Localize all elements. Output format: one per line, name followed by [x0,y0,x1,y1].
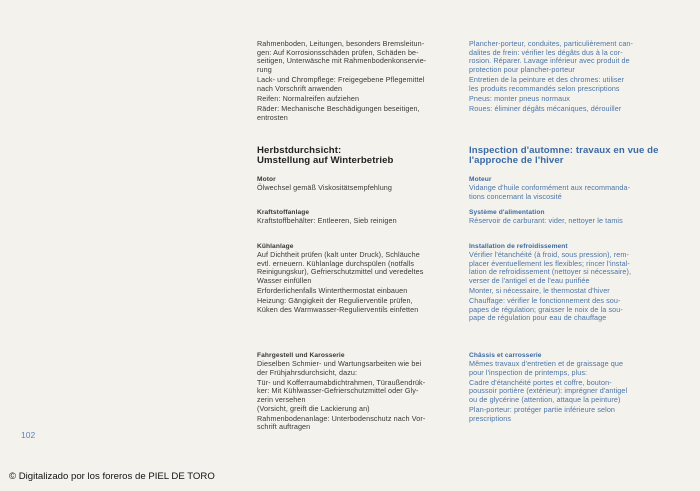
text-line: Roues: éliminer dégâts mécaniques, dérouiller [469,103,622,113]
paragraph [469,105,662,114]
text-line: Cadre d'étanchéité portes et coffre, bouton- [469,377,612,387]
text-line: Chauffage: vérifier le fonctionnement des sou- [469,296,621,306]
text-line: pape de régulation pour eau de chauffage [469,313,607,323]
german-section-heading [257,146,445,167]
text-line: entrosten [257,112,288,122]
text-line: zerin versehen [257,394,306,404]
text-line: Rahmenboden, Leitungen, besonders Bremsleitun- [257,39,425,48]
chassis-heading: Fahrgestell und Karosserie [257,352,345,359]
cooling-heading: Installation de refroidissement [469,243,568,250]
fuel-heading: Kraftstoffanlage [257,209,310,216]
french-section-heading [469,146,662,167]
french-cooling-block [469,242,662,325]
text-line: Tür- und Kofferraumabdichtrahmen, Türaußendrük- [257,377,426,387]
text-line: (Vorsicht, greift die Lackierung an) [257,403,370,413]
chassis-heading: Châssis et carrosserie [469,352,542,359]
text-line: Lack- und Chrompflege: Freigegebene Pflegemittel [257,74,425,84]
text-line: rosion. Réparer. Lavage inférieur avec produit de [469,56,630,66]
motor-heading: Moteur [469,176,492,183]
german-chassis-block [257,351,445,434]
paragraph [469,297,662,323]
text-line: Wasser einfüllen [257,275,312,285]
text-line: prescriptions [469,413,512,423]
section-title-line-1: Inspection d'automne: travaux en vue de [469,145,659,156]
text-line: Plan-porteur: protéger partie inférieure selon [469,405,616,415]
paragraph [469,287,662,296]
text-line: Vérifier l'étanchéité (à froid, sous pression), rem- [469,250,629,259]
text-line: seitigen, Unterwäsche mit Rahmenbodenkonservie- [257,56,427,66]
paragraph [257,251,445,285]
text-line: Erforderlichenfalls Winterthermostat einbauen [257,285,408,295]
paragraph [257,40,445,74]
paragraph [257,415,445,432]
text-line: protection pour plancher-porteur [469,64,575,74]
cooling-heading: Kühlanlage [257,243,294,250]
paragraph [257,360,445,377]
text-line: ou de glycérine (attention, attaque la peinture) [469,394,621,404]
paragraph [257,379,445,413]
paragraph [469,406,662,423]
text-line: rung [257,64,272,74]
section-title-line-1: Herbstdurchsicht: [257,145,342,156]
fuel-heading: Système d'alimentation [469,209,545,216]
german-motor-block [257,175,445,193]
paragraph [257,297,445,314]
french-chassis-block [469,351,662,425]
paragraph [469,251,662,285]
paragraph [257,287,445,296]
paragraph [469,95,662,104]
text-line: Monter, si nécessaire, le thermostat d'hiver [469,285,610,295]
text-line: Küken des Warmwasser-Regulierventils einfetten [257,304,419,314]
text-line: les produits recommandés selon prescriptions [469,83,620,93]
paragraph [257,95,445,104]
text-line: Pneus: monter pneus normaux [469,93,570,103]
copyright-caption: © Digitalizado por los foreros de PIEL DE TORO [9,471,215,482]
text-line: Mêmes travaux d'entretien et de graissage que [469,359,624,368]
section-title-line-2: Umstellung auf Winterbetrieb [257,155,394,167]
text-line: Vidange d'huile conformément aux recommanda- [469,183,631,192]
paragraph [257,76,445,93]
section-title-line-2: l'approche de l'hiver [469,155,564,167]
text-line: Ölwechsel gemäß Viskositätsempfehlung [257,183,393,192]
text-line: Kraftstoffbehälter: Entleeren, Sieb reinigen [257,216,397,225]
paragraph [469,40,662,74]
text-line: Reifen: Normalreifen aufziehen [257,93,360,103]
text-line: nach Vorschrift anwenden [257,83,343,93]
text-line: dalites de frein: vérifier les dégâts dus à la cor- [469,47,623,57]
german-fuel-block [257,208,445,226]
paragraph [257,105,445,122]
paragraph [469,379,662,405]
paragraph [469,76,662,93]
text-line: der Frühjahrsdurchsicht, dazu: [257,367,358,377]
text-line: placer éventuellement les flexibles; rincer l'instal- [469,258,630,268]
text-line: pour l'inspection de printemps, plus: [469,367,588,377]
page-number: 102 [21,430,36,440]
text-line: tions concernant la viscosité [469,191,562,201]
text-line: poussoir portière (extérieur): imprégner d'antigel [469,386,628,396]
french-top-block [469,40,662,115]
text-line: Reinigungskur), Gefrierschutzmittel und veredeltes [257,267,424,277]
text-line: Rahmenbodenanlage: Unterbodenschutz nach Vor- [257,413,426,423]
text-line: Réservoir de carburant: vider, nettoyer le tamis [469,216,623,225]
text-line: verser de l'antigel et de l'eau purifiée [469,275,590,285]
text-line: schrift auftragen [257,422,311,432]
text-line: Heizung: Gängigkeit der Regulierventile prüfen, [257,296,413,306]
text-line: Auf Dichtheit prüfen (kalt unter Druck), Schläuche [257,250,420,259]
german-cooling-block [257,242,445,316]
paragraph [469,360,662,377]
text-line: papes de régulation; graisser le noix de la sou- [469,304,623,314]
text-line: evtl. erneuern. Kühlanlage durchspülen (notfalls [257,258,415,268]
french-motor-block [469,175,662,201]
text-line: lation de refroidissement (nettoyer si nécessaire), [469,267,632,277]
text-line: gen: Auf Korrosionsschäden prüfen, Schäden be- [257,47,419,57]
text-line: Räder: Mechanische Beschädigungen beseitigen, [257,103,420,113]
text-line: Plancher-porteur, conduites, particulièrement can- [469,39,634,48]
text-line: ker: Mit Kühlwasser-Gefrierschutzmittel oder Gly- [257,386,419,396]
text-line: Dieselben Schmier- und Wartungsarbeiten wie bei [257,359,422,368]
french-fuel-block [469,208,662,226]
text-line: Entretien de la peinture et des chromes: utiliser [469,74,625,84]
motor-heading: Motor [257,176,276,183]
german-top-block [257,40,445,124]
